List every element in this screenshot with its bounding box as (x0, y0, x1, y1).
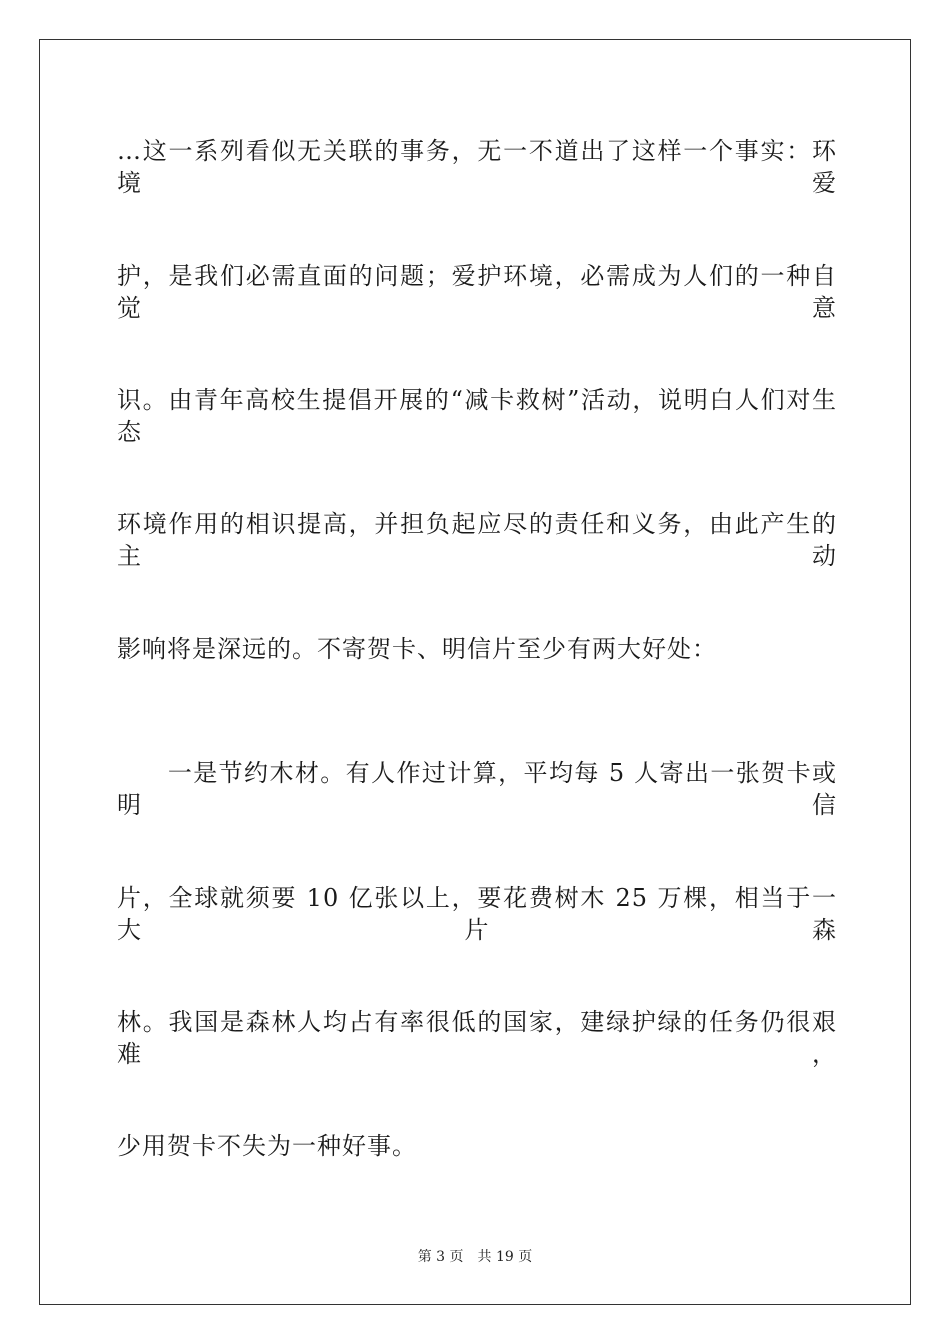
paragraph-line-5: 影响将是深远的。不寄贺卡、明信片至少有两大好处： (117, 635, 717, 663)
page-number: 第 3 页 (417, 1249, 464, 1265)
page-border (39, 39, 911, 1305)
paragraph-line-1: …这一系列看似无关联的事务，无一不道出了这样一个事实：环境爱 (117, 137, 837, 197)
paragraph-line-3: 识。由青年高校生提倡开展的“减卡救树”活动，说明白人们对生态 (117, 386, 837, 446)
page-footer (0, 1248, 950, 1266)
paragraph-line-2: 护，是我们必需直面的问题；爱护环境，必需成为人们的一种自觉意 (117, 262, 837, 322)
paragraph-line-4: 环境作用的相识提高，并担负起应尽的责任和义务，由此产生的主动 (117, 510, 837, 570)
paragraph-line-6: 一是节约木材。有人作过计算，平均每 5 人寄出一张贺卡或明信 (117, 759, 837, 819)
paragraph-line-7: 片，全球就须要 10 亿张以上，要花费树木 25 万棵，相当于一大片森 (117, 884, 837, 944)
paragraph-line-8: 林。我国是森林人均占有率很低的国家，建绿护绿的任务仍很艰难， (117, 1008, 837, 1068)
paragraph-line-9: 少用贺卡不失为一种好事。 (117, 1132, 417, 1160)
page-total: 共 19 页 (477, 1249, 533, 1265)
